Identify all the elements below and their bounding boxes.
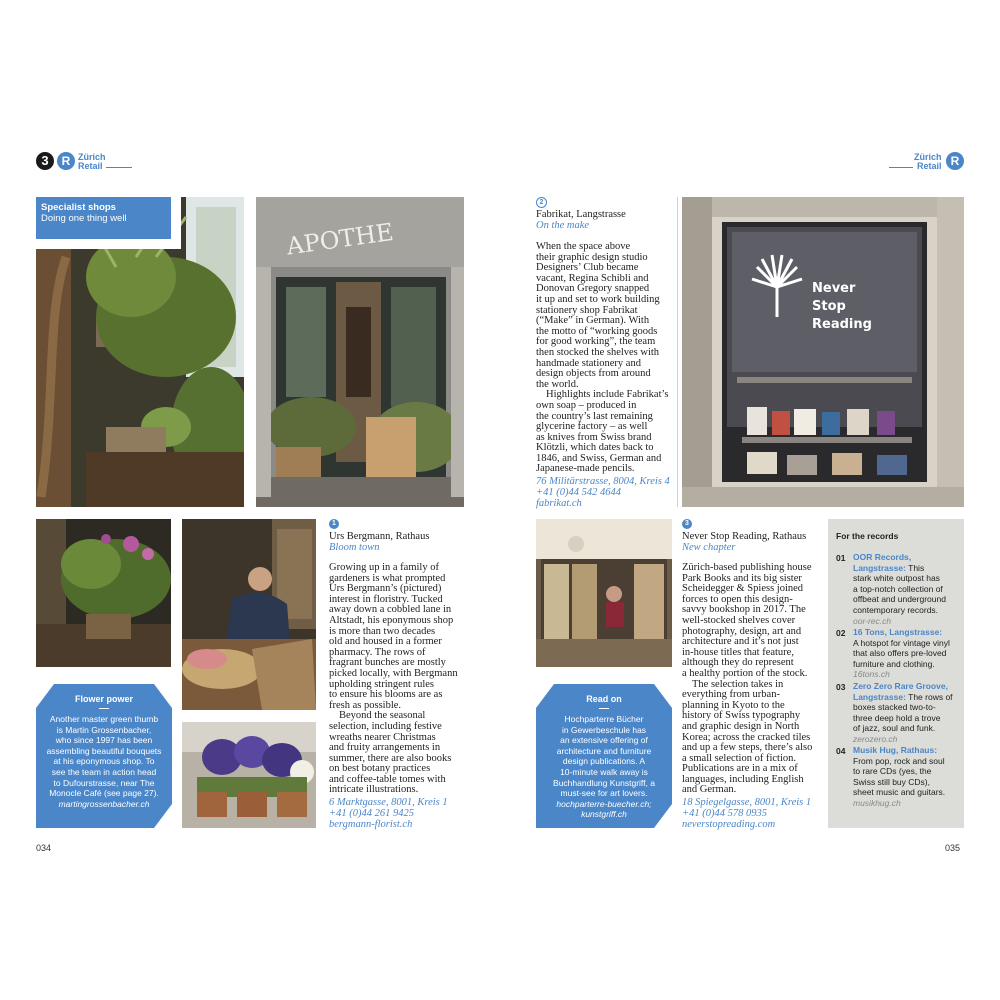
record-item-1: OOR Records, Langstrasse: This stark white outpost has a top-notch collection of offbeat and underground contemporary records. oor-rec.ch [853,552,946,626]
read-on-title: Read on [586,694,622,704]
shop2-address: 76 Militärstrasse, 8004, Kreis 4 +41 (0)44 542 4644 fabrikat.ch [536,476,670,509]
shop1-address: 6 Marktgasse, 8001, Kreis 1 +41 (0)44 261 9425 bergmann-florist.ch [329,797,448,830]
page-number-left: 034 [36,843,52,853]
shop3-address: 18 Spiegelgasse, 8001, Kreis 1 +41 (0)44 578 0935 neverstopreading.com [682,797,812,830]
potted-plants-photo [36,519,171,667]
window-text-2: Stop [812,299,846,314]
read-on-rule [599,708,609,709]
record-num-3: 03 [836,682,846,692]
header-city: Zürich [78,152,106,162]
shop1-body: Growing up in a family of gardeners is what prompted Urs Bergmann’s (pictured) interest in floristry. Tucked away down a cobbled lane in Altstadt, his eponymous shop is more than two decades old and housed in a former pharmacy. The rows of fragrant bunches are mostly picked locally, with Bergmann upholding stringent rules to ensure his blooms are as fresh as possible. Beyond the seasonal selection, including festive wreaths nearer Christmas and fruity arrangements in summer, there are also books on best botany practices and coffee-table tomes with intricate illustrations. [329,562,458,796]
shop3-title: Never Stop Reading, Rathaus [682,531,807,542]
shop1-subtitle: Bloom town [329,542,380,553]
read-on-callout [536,680,672,828]
page-number-right: 035 [945,843,961,853]
records-title: For the records [836,531,899,541]
shop2-subtitle: On the make [536,220,590,231]
header-section-right: Retail [917,161,942,171]
header-section: Retail [78,161,103,171]
shopfront-sign: APOTHE [284,217,396,261]
shop3-number: 3 [682,519,692,529]
shop2-title: Fabrikat, Langstrasse [536,209,626,220]
record-num-4: 04 [836,746,846,756]
intro-subtitle: Doing one thing well [41,213,127,224]
shop2-body: When the space above their graphic design studio Designers’ Club became vacant, Regina Schibli and Donovan Gregory snapped it up and set to work building stationery shop Fabrikat (“Make” in German). With the motto of “working goods for good working”, the team then stocked the shelves with handmade stationery and design objects from around the world. Highlights include Fabrikat’s own soap – produced in the country’s last remaining glycerine factory – as well as knives from Swiss brand Klötzli, which dates back to 1846, and Swiss, German and Japanese-made pencils. [536,241,669,475]
shop3-subtitle: New chapter [682,542,736,553]
header-city-right: Zürich [914,152,942,162]
flower-power-text: Another master green thumb is Martin Grossenbacher, who since 1997 has been assembling beautiful bouquets at his eponymous shop. To see the team in action head to Dufourstrasse, near The Monocle Café (see page 27). martingrossenbacher.ch [46,714,162,809]
record-item-3: Zero Zero Rare Groove, Langstrasse: The rows of boxes stacked two-to- three deep hold a trove of jazz, soul and funk. zerozero.ch [853,681,953,744]
shop2-number: 2 [536,197,547,208]
intro-box [36,197,171,239]
shop3-body: Zürich-based publishing house Park Books and its big sister Scheidegger & Spiess joined forces to open this design- savvy bookshop in 2017. The well-stocked shelves cover photography, design, art and architecture and it’s not just in-house titles that feature, although they do represent a healthy portion of the stock. The selection takes in everything from urban- planning in Kyoto to the history of Swiss typography and graphic design in North Korea; across the cracked tiles and up a few steps, there’s also a small selection of fiction. Publications are in a mix of languages, including English and German. [682,562,813,796]
column-divider [677,197,678,507]
florist-shopfront-photo [256,197,464,507]
flower-power-rule [99,708,109,709]
bookshop-interior-photo [536,519,672,667]
retail-badge-icon: R [57,152,75,170]
bookshop-window-photo [682,197,964,507]
record-num-2: 02 [836,628,846,638]
read-on-text: Hochparterre Bücher in Gewerbeschule has an extensive offering of architecture and furniture design publications. A 10-minute walk away is Buchhandlung Kunstgriff, a must-see for art lovers. hochparterre-buecher.ch; kunstgriff.ch [553,714,655,820]
window-text-3: Reading [812,317,872,332]
header-rule-right [889,167,913,168]
shop1-number: 1 [329,519,339,529]
record-item-2: 16 Tons, Langstrasse: A hotspot for vintage vinyl that also offers pre-loved furniture and clothing. 16tons.ch [853,627,950,680]
flower-power-callout [36,680,172,828]
hyacinths-photo [182,722,316,828]
retail-badge-icon-right: R [946,152,964,170]
page-section-badge: 3 [36,152,54,170]
intro-title: Specialist shops [41,202,116,213]
records-sidebar [828,519,964,828]
header-rule [106,167,132,168]
shop1-title: Urs Bergmann, Rathaus [329,531,430,542]
intro-gap-bottom [36,239,181,249]
florist-portrait-photo [182,519,316,710]
record-num-1: 01 [836,553,846,563]
record-item-4: Musik Hug, Rathaus: From pop, rock and soul to rare CDs (yes, the Swiss still buy CDs), sheet music and guitars. musikhug.ch [853,745,946,808]
flower-power-title: Flower power [74,694,133,704]
window-text-1: Never [812,281,856,296]
